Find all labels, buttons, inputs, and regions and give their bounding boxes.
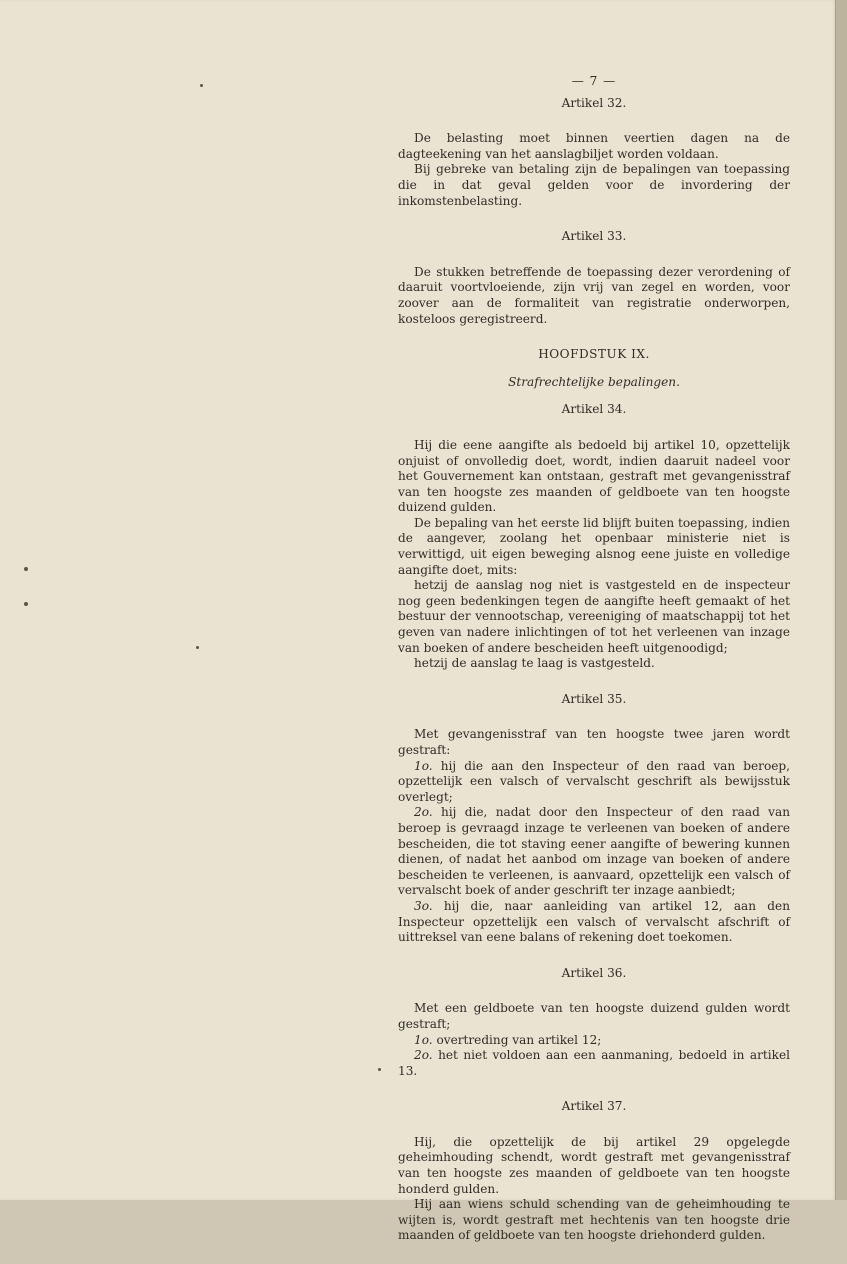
paper-speck [196, 646, 199, 649]
item-text: overtreding van artikel 12; [436, 1032, 602, 1047]
item-number: 1o. [414, 758, 433, 773]
paper-speck [24, 602, 28, 606]
article-35-item-3 [398, 899, 790, 946]
chapter-subtitle: Strafrechtelijke bepalingen. [508, 374, 680, 389]
article-37-paragraph-1: Hij, die opzettelijk de bij artikel 29 opgelegde geheimhouding schendt, wordt gestraft met gevangenisstraf van ten hoogste zes maanden of geldboete van ten hoogste honderd gulden. [398, 1134, 790, 1196]
article-36-title: Artikel 36. [561, 965, 627, 980]
article-32-paragraph-1: De belasting moet binnen veertien dagen na de dagteekening van het aanslagbiljet worden voldaan. [398, 131, 790, 161]
article-34-title: Artikel 34. [561, 402, 627, 417]
item-number: 2o. [414, 805, 433, 820]
article-34-paragraph-1: Hij die eene aangifte als bedoeld bij artikel 10, opzettelijk onjuist of onvolledig doet, wordt, indien daaruit nadeel voor het Gouvernement kan ontstaan, gestraft met gevangenisstraf van ten hoogste zes maanden of geldboete van ten hoogste duizend gulden. [398, 437, 790, 515]
article-36-item-1 [398, 1033, 790, 1049]
article-36-intro: Met een geldboete van ten hoogste duizend gulden wordt gestraft; [398, 1001, 790, 1031]
page-content [398, 74, 790, 1264]
paper-speck [200, 84, 203, 87]
article-32-title: Artikel 32. [561, 95, 627, 110]
article-35-intro: Met gevangenisstraf van ten hoogste twee jaren wordt gestraft: [398, 727, 790, 757]
article-36-item-2 [398, 1048, 790, 1079]
paper-speck [24, 567, 28, 571]
article-32-body [398, 131, 790, 209]
article-35-body [398, 727, 790, 945]
paper-speck [378, 1068, 381, 1071]
page-edge [835, 0, 847, 1200]
article-33-paragraph-1: De stukken betreffende de toepassing dezer verordening of daaruit voortvloeiende, zijn vrij van zegel en worden, voor zoover aan de formaliteit van registratie onderworpen, kosteloos geregistreerd. [398, 264, 790, 326]
article-35-item-2 [398, 805, 790, 899]
article-34-paragraph-3: hetzij de aanslag nog niet is vastgesteld en de inspecteur nog geen bedenkingen tegen de aangifte heeft gemaakt of het bestuur der vennootschap, vereeniging of maatschappij tot het geven van nadere inlichtingen of tot het verleenen van inzage van boeken of andere bescheiden heeft uitgenoodigd; [398, 578, 790, 655]
article-37-body [398, 1135, 790, 1244]
item-text: hij die, nadat door den Inspecteur of den raad van beroep is gevraagd inzage te verleenen van boeken of andere bescheiden, die tot staving eener aangifte of bewering kunnen dienen, of nadat het aanbod om inzage van boeken of andere bescheiden te verleenen, is aanvaard, opzettelijk een valsch of vervalscht boek of ander geschrift ter inzage aanbiedt; [398, 805, 790, 898]
article-35-item-1 [398, 759, 790, 806]
article-32-paragraph-2: Bij gebreke van betaling zijn de bepalingen van toepassing die in dat geval gelden voor de invordering der inkomstenbelasting. [398, 162, 790, 208]
article-33-title: Artikel 33. [561, 229, 627, 244]
article-37-paragraph-2: Hij aan wiens schuld schending van de geheimhouding te wijten is, wordt gestraft met hechtenis van ten hoogste drie maanden of geldboete van ten hoogste driehonderd gulden. [398, 1197, 790, 1243]
article-34-paragraph-2: De bepaling van het eerste lid blijft buiten toepassing, indien de aangever, zoolang het openbaar ministerie niet is verwittigd, uit eigen beweging alsnog eene juiste en volledige aangifte doet, mits: [398, 515, 790, 577]
item-number: 2o. [414, 1048, 433, 1063]
article-35-title: Artikel 35. [561, 691, 627, 706]
item-text: hij die aan den Inspecteur of den raad van beroep, opzettelijk een valsch of vervalscht geschrift als bewijsstuk overlegt; [398, 758, 790, 804]
page-number: — 7 — [571, 74, 617, 88]
article-33-body [398, 265, 790, 327]
chapter-title: HOOFDSTUK IX. [538, 347, 650, 362]
article-37-title: Artikel 37. [561, 1099, 627, 1114]
article-34-body [398, 438, 790, 672]
article-36-body [398, 1001, 790, 1079]
item-number: 3o. [414, 898, 433, 913]
item-number: 1o. [414, 1032, 433, 1047]
item-text: het niet voldoen aan een aanmaning, bedoeld in artikel 13. [398, 1048, 790, 1078]
article-34-paragraph-4: hetzij de aanslag te laag is vastgesteld. [414, 656, 655, 671]
item-text: hij die, naar aanleiding van artikel 12, aan den Inspecteur opzettelijk een valsch of vervalscht afschrift of uittreksel van eene balans of rekening doet toekomen. [398, 898, 790, 945]
